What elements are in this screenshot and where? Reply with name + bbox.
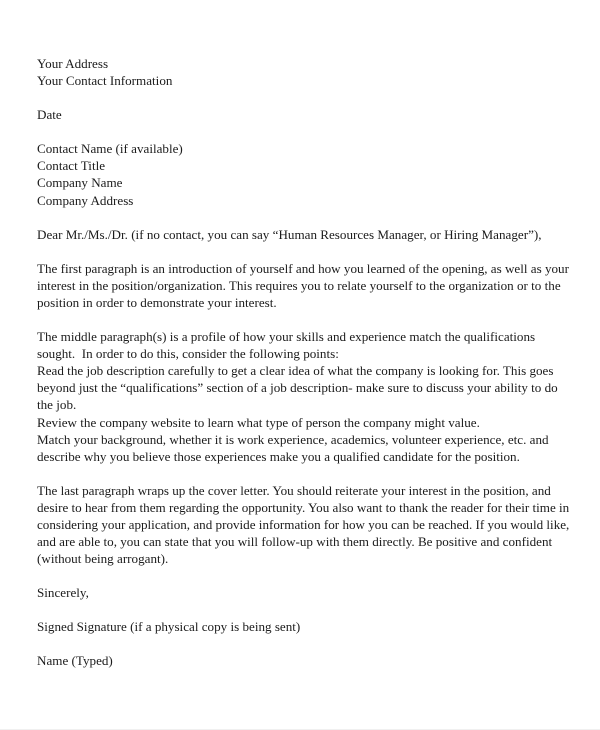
date-line: Date (37, 107, 62, 123)
salutation-line: Dear Mr./Ms./Dr. (if no contact, you can say “Human Resources Manager, or Hiring Manager”), (37, 226, 542, 242)
sender-address-line-2: Your Contact Information (37, 73, 173, 89)
paragraph-three-block (37, 482, 571, 567)
recipient-address-block (37, 140, 571, 208)
typed-name-line: Name (Typed) (37, 653, 113, 669)
recipient-line-3: Company Name (37, 175, 123, 191)
paragraph-two-point-1: Read the job description carefully to get a clear idea of what the company is looking for. This goes beyond just the “qualifications” section of a job description- make sure to discuss your ability to do the job. (37, 363, 562, 413)
paragraph-three-text: The last paragraph wraps up the cover letter. You should reiterate your interest in the position, and desire to hear from them regarding the opportunity. You also want to thank the reader for their time in considering your application, and provide information for how you can be reached. If you would like, and are able to, you can state that you will follow-up with them directly. Be positive and confident (without being arrogant). (37, 482, 573, 567)
date-block (37, 106, 571, 123)
sender-address-block (37, 55, 571, 89)
salutation-block (37, 226, 571, 243)
sign-off-block (37, 584, 571, 601)
recipient-line-1: Contact Name (if available) (37, 141, 183, 157)
paragraph-one-block (37, 260, 571, 311)
paragraph-two-block (37, 328, 571, 465)
paragraph-two-point-2: Review the company website to learn what type of person the company might value. (37, 414, 480, 430)
paragraph-two-point-3: Match your background, whether it is work experience, academics, volunteer experience, etc. and describe why you believe those experiences make you a qualified candidate for the position. (37, 431, 552, 464)
signature-block (37, 618, 571, 635)
signature-note-line: Signed Signature (if a physical copy is being sent) (37, 619, 301, 635)
sign-off-line: Sincerely, (37, 585, 89, 601)
paragraph-one-text: The first paragraph is an introduction of yourself and how you learned of the opening, as well as your interest in the position/organization. This requires you to relate yourself to the organization or to the position in order to demonstrate your interest. (37, 260, 573, 310)
sender-address-line-1: Your Address (37, 56, 109, 71)
typed-name-block (37, 652, 571, 669)
recipient-line-4: Company Address (37, 192, 134, 208)
paragraph-two-intro-text: The middle paragraph(s) is a profile of how your skills and experience match the qualifications sought. In order to do this, consider the following points: (37, 329, 539, 362)
cover-letter-body (37, 55, 571, 670)
recipient-line-2: Contact Title (37, 158, 106, 174)
